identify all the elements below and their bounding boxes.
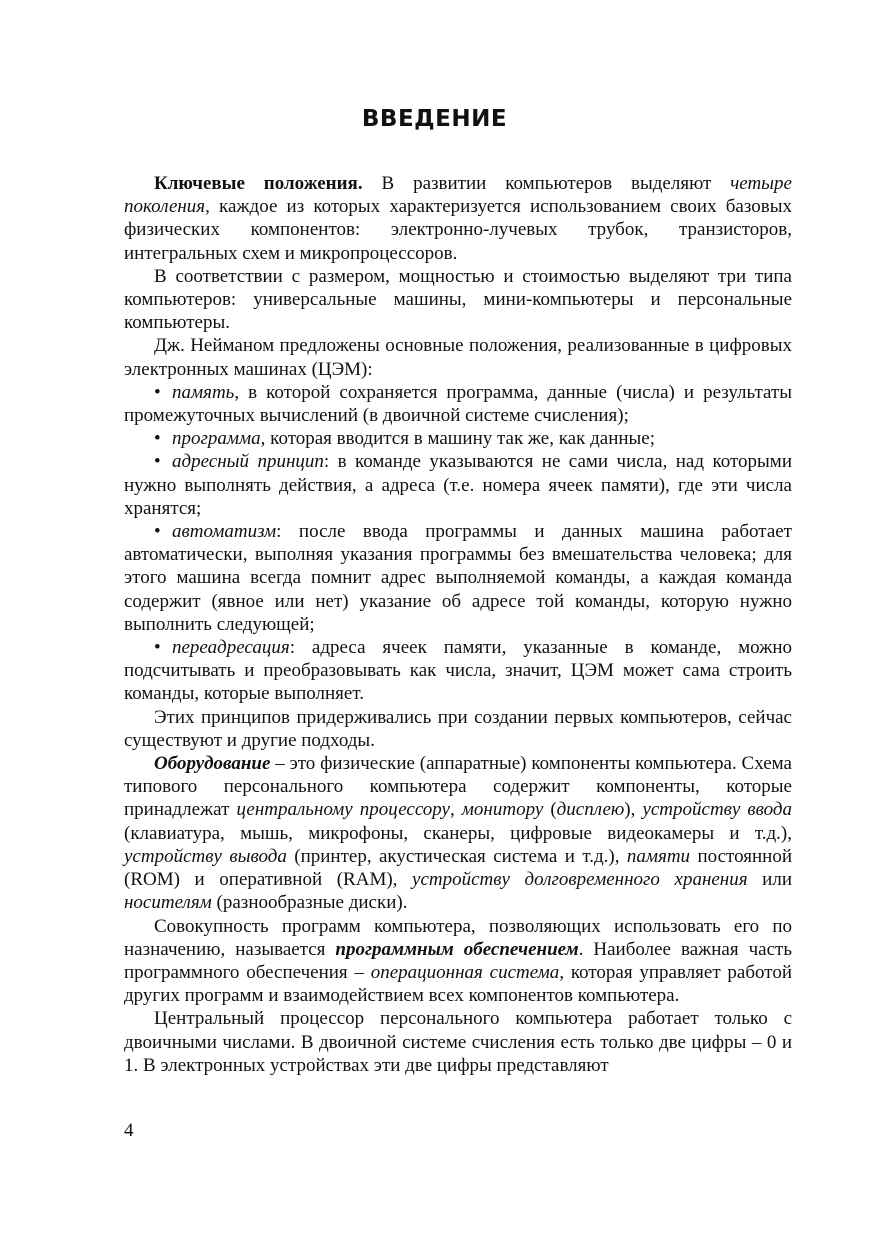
paragraph-software: Совокупность программ компьютера, позволяющих использовать его по назначению, называется программным обеспечением. Наиболее важная часть программного обеспечения – операционная система, которая управляет работой других программ и взаимодействием всех компонентов компьютера. [124, 915, 792, 1007]
bullet-icon: • [154, 637, 161, 659]
bullet-item: • адресный принцип: в команде указываются не сами числа, над которыми нужно выполнять действия, а адреса (т.е. номера ячеек памяти), где эти числа хранятся; [124, 451, 792, 519]
bullet-item: • автоматизм: после ввода программы и данных машина работает автоматически, выполняя указания программы без вмешательства человека; для этого машина всегда помнит адрес выполняемой команды, а каждая команда содержит (явное или нет) указание об адресе той команды, которую нужно выполнить следующей; [124, 521, 792, 635]
paragraph-key-points: Ключевые положения. В развитии компьютеров выделяют четыре поколения, каждое из которых характеризуется использованием своих базовых физических компонентов: электронно-лучевых трубок, транзисторов, интегральных схем и микропроцессоров. [124, 173, 792, 264]
page-number: 4 [124, 1120, 134, 1141]
paragraph-binary: Центральный процессор персонального компьютера работает только с двоичными числами. В двоичной системе счисления есть только две цифры – 0 и 1. В электронных устройствах эти две цифры представляют [124, 1008, 792, 1076]
term-hardware: Оборудование [154, 753, 271, 775]
paragraph-principles: Этих принципов придерживались при создании первых компьютеров, сейчас существуют и другие подходы. [124, 706, 792, 751]
bullet-icon: • [154, 521, 161, 543]
bullet-item: • переадресация: адреса ячеек памяти, указанные в команде, можно подсчитывать и преобразовывать как числа, значит, ЦЭМ может сама строить команды, которые выполняет. [124, 637, 792, 705]
term-software: программным обеспечением [335, 938, 579, 960]
body-text [124, 172, 792, 1077]
bullet-item: • память, в которой сохраняется программа, данные (числа) и результаты промежуточных вычислений (в двоичной системе счисления); [124, 381, 792, 427]
bullet-icon: • [154, 381, 161, 403]
bullet-icon: • [154, 428, 161, 450]
bullet-icon: • [154, 451, 161, 473]
paragraph-hardware: Оборудование – это физические (аппаратные) компоненты компьютера. Схема типового персонального компьютера содержит компоненты, которые принадлежат центральному процессору, монитору (дисплею), устройству ввода (клавиатура, мышь, микрофоны, сканеры, цифровые видеокамеры и т.д.), устройству вывода (принтер, акустическая система и т.д.), памяти постоянной (ROM) и оперативной (RAM), устройству долговременного хранения или носителям (разнообразные диски). [124, 753, 793, 914]
bullet-item: • программа, которая вводится в машину так же, как данные; [154, 428, 656, 450]
lead-in-bold: Ключевые положения. [154, 173, 363, 194]
paragraph-neumann: Дж. Нейманом предложены основные положения, реализованные в цифровых электронных машинах (ЦЭМ): [124, 335, 792, 380]
page-title: ВВЕДЕНИЕ [361, 106, 508, 132]
paragraph-computer-types: В соответствии с размером, мощностью и стоимостью выделяют три типа компьютеров: универсальные машины, мини-компьютеры и персональные компьютеры. [124, 265, 792, 334]
